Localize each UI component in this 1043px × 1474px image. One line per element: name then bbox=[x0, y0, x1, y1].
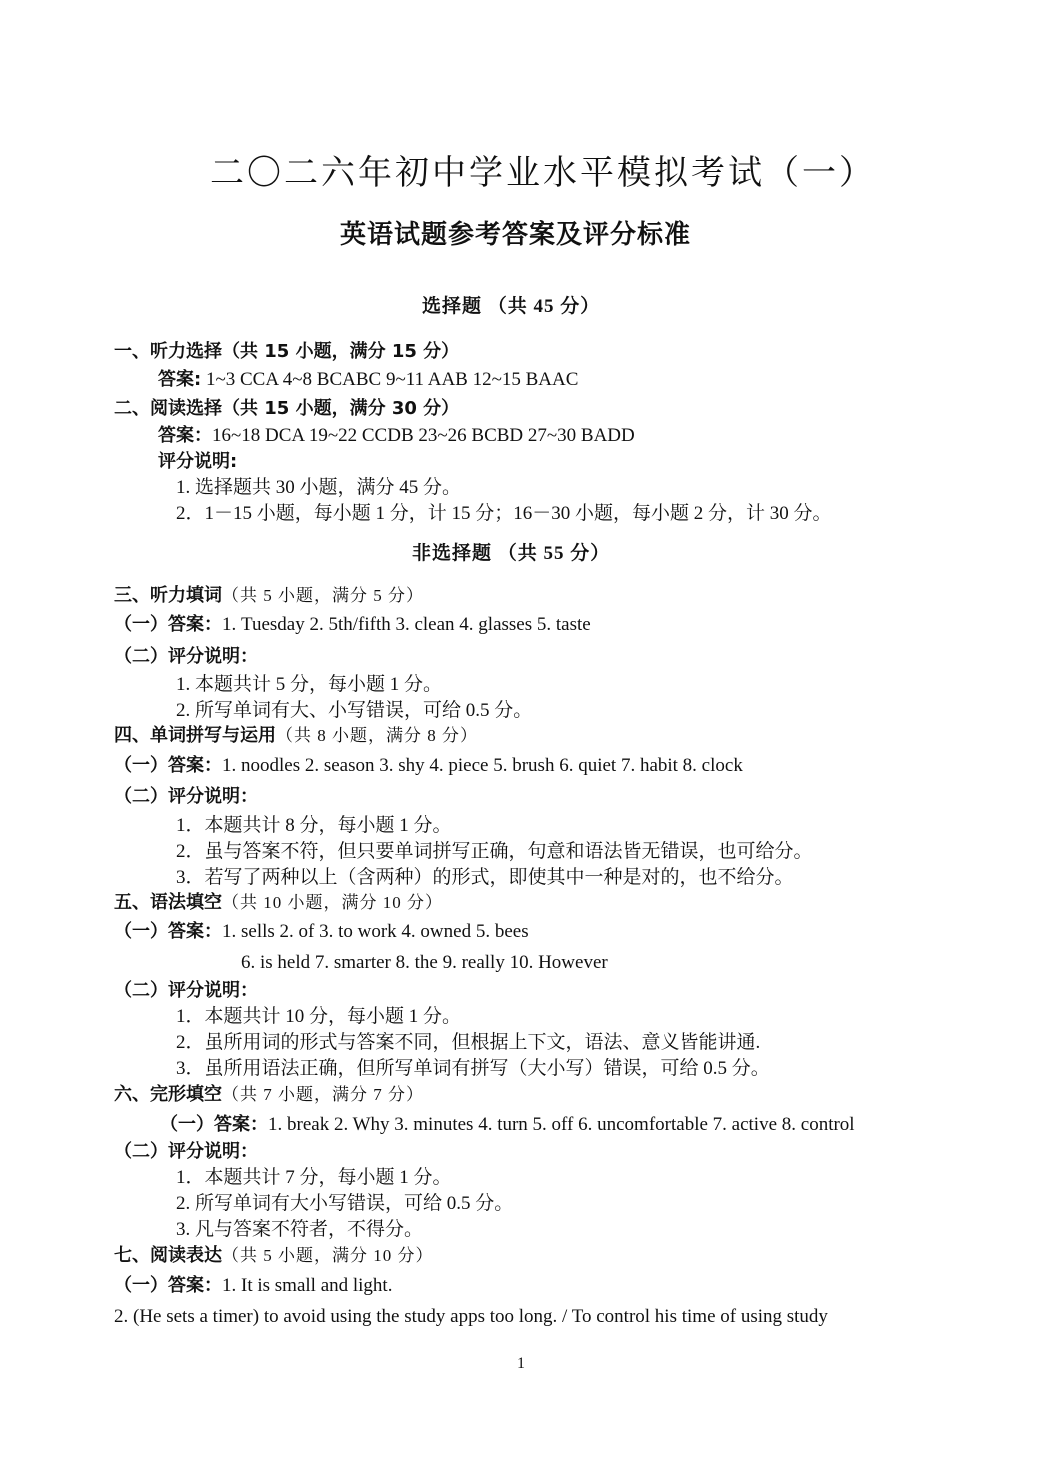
part5-heading: 五、语法填空 bbox=[114, 892, 222, 913]
choice-section-header: 选择题 （共 45 分） bbox=[422, 296, 601, 317]
part2-scoring-label: 评分说明: bbox=[158, 451, 238, 472]
part4-answer-label: （一）答案： bbox=[114, 755, 222, 776]
part3-heading-line bbox=[114, 584, 424, 608]
part6-note-1: 1．本题共计 7 分，每小题 1 分。 bbox=[176, 1167, 452, 1188]
part7-answer-2: 2. (He sets a timer) to avoid using the study apps too long. / To control his time of using study bbox=[114, 1306, 828, 1327]
part2-heading: 二、阅读选择（共 15 小题，满分 30 分） bbox=[114, 398, 460, 419]
part3-meta: （共 5 小题，满分 5 分） bbox=[222, 586, 424, 605]
part7-answer-line bbox=[114, 1274, 392, 1298]
part7-heading-line bbox=[114, 1244, 434, 1268]
exam-title: 二〇二六年初中学业水平模拟考试（一） bbox=[210, 155, 876, 192]
exam-subtitle: 英语试题参考答案及评分标准 bbox=[340, 220, 692, 249]
part3-answer: 1. Tuesday 2. 5th/fifth 3. clean 4. glasses 5. taste bbox=[222, 614, 591, 635]
nonchoice-section-header: 非选择题 （共 55 分） bbox=[412, 543, 611, 564]
part6-heading-line bbox=[114, 1083, 424, 1107]
part3-note-1: 1. 本题共计 5 分，每小题 1 分。 bbox=[176, 674, 443, 695]
part2-answer-line bbox=[158, 424, 635, 448]
part6-answer-label: （一）答案： bbox=[160, 1114, 268, 1135]
part5-answer-2: 6. is held 7. smarter 8. the 9. really 10. However bbox=[241, 952, 608, 973]
part4-note-2: 2．虽与答案不符，但只要单词拼写正确，句意和语法皆无错误，也可给分。 bbox=[176, 841, 813, 862]
part5-scoring-label: （二）评分说明： bbox=[114, 980, 258, 1001]
part3-answer-label: （一）答案： bbox=[114, 614, 222, 635]
part4-scoring-label: （二）评分说明： bbox=[114, 786, 258, 807]
part3-scoring-label: （二）评分说明： bbox=[114, 646, 258, 667]
part6-heading: 六、完形填空 bbox=[114, 1084, 222, 1105]
part5-meta: （共 10 小题，满分 10 分） bbox=[222, 893, 443, 912]
part4-heading: 四、单词拼写与运用 bbox=[114, 725, 276, 746]
part5-note-3: 3．虽所用语法正确，但所写单词有拼写（大小写）错误，可给 0.5 分。 bbox=[176, 1058, 770, 1079]
part2-note-2: 2．1－15 小题，每小题 1 分，计 15 分；16－30 小题，每小题 2 分，计 30 分。 bbox=[176, 503, 832, 524]
part3-note-2: 2. 所写单词有大、小写错误，可给 0.5 分。 bbox=[176, 700, 533, 721]
page-number: 1 bbox=[517, 1355, 525, 1372]
part7-answer-label: （一）答案： bbox=[114, 1275, 222, 1296]
part2-answer-label: 答案： bbox=[158, 425, 212, 446]
part4-answer: 1. noodles 2. season 3. shy 4. piece 5. brush 6. quiet 7. habit 8. clock bbox=[222, 755, 743, 776]
part5-note-2: 2．虽所用词的形式与答案不同，但根据上下文，语法、意义皆能讲通. bbox=[176, 1032, 761, 1053]
part6-note-2: 2. 所写单词有大小写错误，可给 0.5 分。 bbox=[176, 1193, 514, 1214]
part5-answer-line bbox=[114, 920, 529, 944]
part1-answer-line bbox=[158, 368, 578, 392]
part3-answer-line bbox=[114, 613, 591, 637]
part5-answer-label: （一）答案： bbox=[114, 921, 222, 942]
part1-answer-label: 答案: bbox=[158, 369, 202, 390]
part4-meta: （共 8 小题，满分 8 分） bbox=[276, 726, 478, 745]
part7-heading: 七、阅读表达 bbox=[114, 1245, 222, 1266]
part6-meta: （共 7 小题，满分 7 分） bbox=[222, 1085, 424, 1104]
part6-note-3: 3. 凡与答案不符者，不得分。 bbox=[176, 1219, 424, 1240]
part7-answer: 1. It is small and light. bbox=[222, 1275, 393, 1296]
part1-heading: 一、听力选择（共 15 小题，满分 15 分） bbox=[114, 341, 460, 362]
part4-heading-line bbox=[114, 724, 478, 748]
part6-answer: 1. break 2. Why 3. minutes 4. turn 5. off 6. uncomfortable 7. active 8. control bbox=[268, 1114, 855, 1135]
part4-answer-line bbox=[114, 754, 743, 778]
part2-note-1: 1. 选择题共 30 小题，满分 45 分。 bbox=[176, 477, 462, 498]
part2-answer: 16~18 DCA 19~22 CCDB 23~26 BCBD 27~30 BADD bbox=[212, 425, 635, 446]
part6-answer-line bbox=[160, 1113, 855, 1137]
part7-meta: （共 5 小题，满分 10 分） bbox=[222, 1246, 434, 1265]
part4-note-1: 1．本题共计 8 分，每小题 1 分。 bbox=[176, 815, 452, 836]
part4-note-3: 3．若写了两种以上（含两种）的形式，即使其中一种是对的，也不给分。 bbox=[176, 867, 794, 888]
part3-heading: 三、听力填词 bbox=[114, 585, 222, 606]
part1-answer: 1~3 CCA 4~8 BCABC 9~11 AAB 12~15 BAAC bbox=[201, 369, 579, 390]
part5-note-1: 1．本题共计 10 分，每小题 1 分。 bbox=[176, 1006, 462, 1027]
part6-scoring-label: （二）评分说明： bbox=[114, 1141, 258, 1162]
part5-heading-line bbox=[114, 891, 443, 915]
part5-answer-1: 1. sells 2. of 3. to work 4. owned 5. bees bbox=[222, 921, 529, 942]
